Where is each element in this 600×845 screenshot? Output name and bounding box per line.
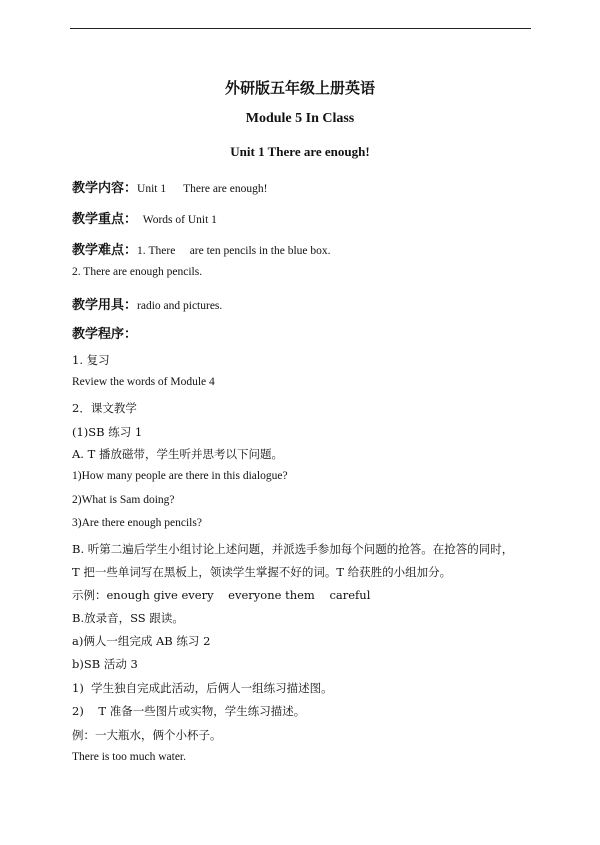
procedure-line: There is too much water. — [72, 751, 187, 763]
procedure-line: 1)How many people are there in this dialogue? — [72, 470, 288, 482]
procedure-line: T 把一些单词写在黑板上，领读学生掌握不好的词。T 给获胜的小组加分。 — [72, 565, 452, 579]
procedure-line: 例：一大瓶水，俩个小杯子。 — [72, 728, 222, 742]
procedure-line: b)SB 活动 3 — [72, 657, 138, 671]
key-points-row — [72, 208, 217, 227]
tools-row — [72, 294, 222, 313]
procedure-line: 示例：enough give every everyone them careful — [72, 588, 371, 602]
procedure-line: B. 听第二遍后学生小组讨论上述问题，并派选手参加每个问题的抢答。在抢答的同时， — [72, 542, 514, 556]
unit-title: Unit 1 There are enough! — [230, 144, 370, 159]
procedure-heading: 教学程序： — [72, 327, 138, 342]
difficulties-text: 1. There are ten pencils in the blue box. — [137, 245, 331, 257]
procedure-line: 1) 学生独自完成此活动，后俩人一组练习描述图。 — [72, 681, 333, 695]
procedure-line: (1)SB 练习 1 — [72, 425, 143, 439]
key-points-text: Words of Unit 1 — [137, 214, 217, 226]
procedure-line: 2) T 准备一些图片或实物，学生练习描述。 — [72, 704, 306, 718]
header-rule — [70, 28, 531, 29]
tools-text: radio and pictures. — [137, 300, 223, 312]
content-row — [72, 177, 267, 196]
tools-label: 教学用具： — [72, 298, 138, 313]
document-title: 外研版五年级上册英语 — [224, 79, 375, 97]
procedure-line: a)俩人一组完成 AB 练习 2 — [72, 634, 211, 648]
procedure-line: B.放录音，SS 跟读。 — [72, 611, 184, 625]
procedure-line: 2．课文教学 — [72, 401, 137, 415]
content-text: Unit 1 There are enough! — [137, 183, 268, 195]
procedure-line: 3)Are there enough pencils? — [72, 517, 202, 529]
procedure-line: 2)What is Sam doing? — [72, 494, 175, 506]
module-title: Module 5 In Class — [245, 111, 355, 126]
content-label: 教学内容： — [72, 181, 138, 196]
difficulties-line-2: 2. There are enough pencils. — [72, 266, 203, 278]
procedure-line: 1. 复习 — [72, 353, 110, 367]
key-points-label: 教学重点： — [72, 212, 138, 227]
procedure-line: A. T 播放磁带，学生听并思考以下问题。 — [72, 447, 283, 461]
difficulties-label: 教学难点： — [72, 243, 138, 258]
procedure-line: Review the words of Module 4 — [72, 376, 215, 388]
difficulties-row — [72, 239, 331, 258]
